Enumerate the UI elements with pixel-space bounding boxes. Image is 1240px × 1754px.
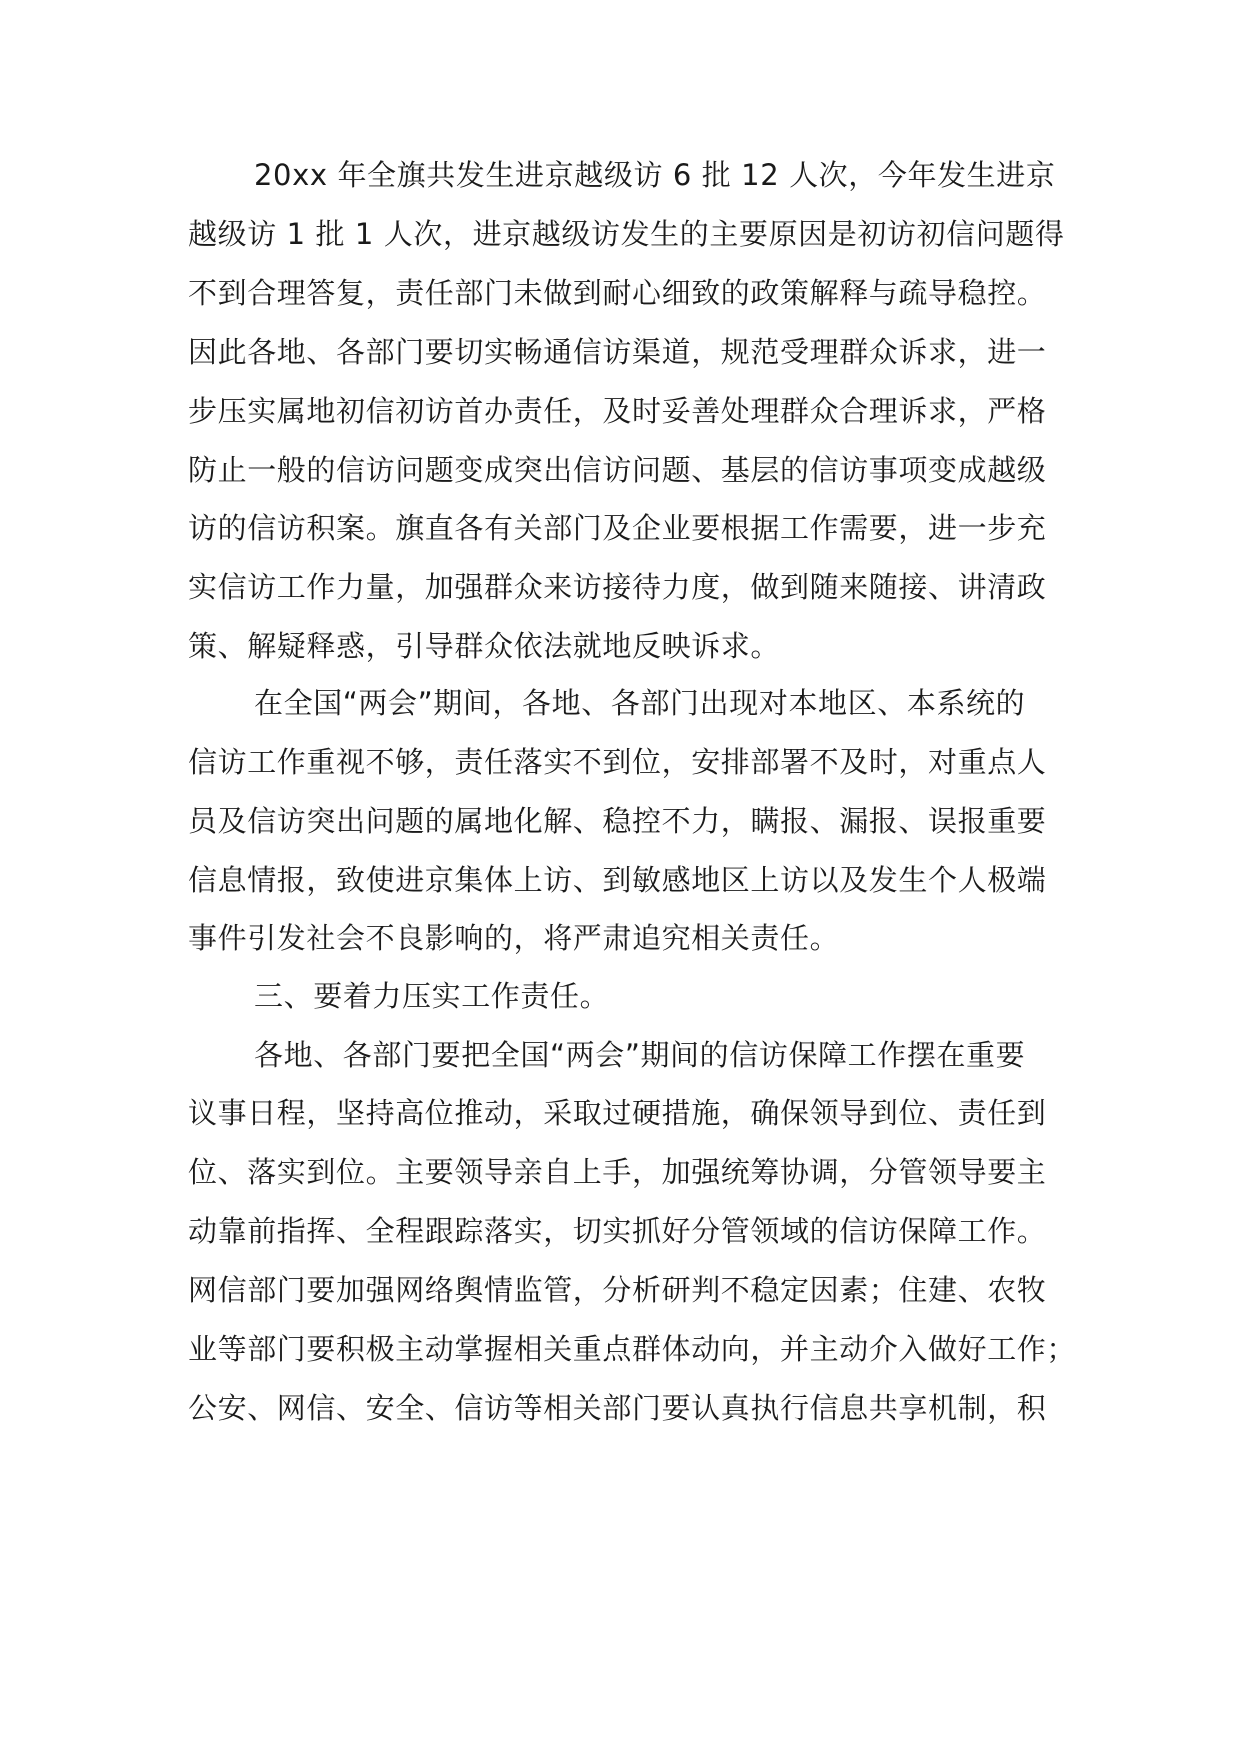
text-line: 因此各地、各部门要切实畅通信访渠道，规范受理群众诉求，进一 [188, 335, 1047, 369]
text-line: 业等部门要积极主动掌握相关重点群体动向，并主动介入做好工作； [188, 1332, 1077, 1366]
text-line: 三、要着力压实工作责任。 [254, 979, 610, 1013]
text-line: 公安、网信、安全、信访等相关部门要认真执行信息共享机制，积 [188, 1391, 1047, 1425]
text-line: 事件引发社会不良影响的，将严肃追究相关责任。 [188, 921, 840, 955]
text-line: 网信部门要加强网络舆情监管，分析研判不稳定因素；住建、农牧 [188, 1273, 1047, 1307]
text-line: 各地、各部门要把全国“两会”期间的信访保障工作摆在重要 [254, 1038, 1026, 1072]
text-line: 20xx 年全旗共发生进京越级访 6 批 12 人次，今年发生进京 [254, 158, 1056, 192]
text-line: 越级访 1 批 1 人次，进京越级访发生的主要原因是初访初信问题得 [188, 217, 1065, 251]
text-line: 策、解疑释惑，引导群众依法就地反映诉求。 [188, 629, 781, 663]
text-line: 员及信访突出问题的属地化解、稳控不力，瞒报、漏报、误报重要 [188, 804, 1047, 838]
text-line: 在全国“两会”期间，各地、各部门出现对本地区、本系统的 [254, 686, 1026, 720]
text-line: 防止一般的信访问题变成突出信访问题、基层的信访事项变成越级 [188, 453, 1047, 487]
text-line: 动靠前指挥、全程跟踪落实，切实抓好分管领域的信访保障工作。 [188, 1214, 1047, 1248]
text-line: 信息情报，致使进京集体上访、到敏感地区上访以及发生个人极端 [188, 863, 1047, 897]
text-line: 步压实属地初信初访首办责任，及时妥善处理群众合理诉求，严格 [188, 394, 1047, 428]
text-line: 位、落实到位。主要领导亲自上手，加强统筹协调，分管领导要主 [188, 1155, 1047, 1189]
text-line: 实信访工作力量，加强群众来访接待力度，做到随来随接、讲清政 [188, 570, 1047, 604]
text-line: 议事日程，坚持高位推动，采取过硬措施，确保领导到位、责任到 [188, 1096, 1047, 1130]
text-line: 信访工作重视不够，责任落实不到位，安排部署不及时，对重点人 [188, 745, 1047, 779]
text-line: 访的信访积案。旗直各有关部门及企业要根据工作需要，进一步充 [188, 511, 1047, 545]
text-line: 不到合理答复，责任部门未做到耐心细致的政策解释与疏导稳控。 [188, 276, 1047, 310]
